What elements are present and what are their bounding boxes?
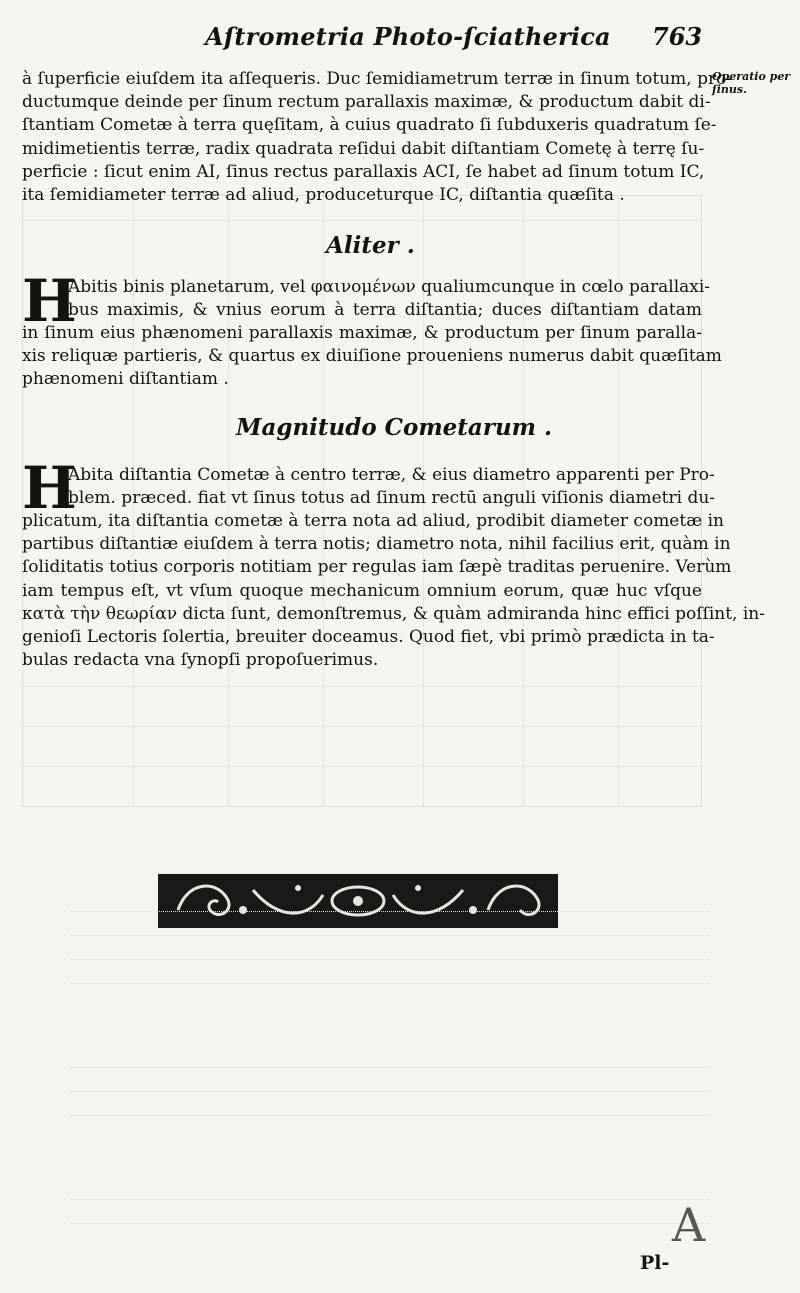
page-number: 763 [652, 22, 703, 51]
paragraph-magnitudo-continued [22, 510, 765, 672]
text-line: plicatum, ita diſtantia cometæ à terra nota ad aliud, prodibit diameter cometæ in [22, 511, 724, 531]
text-line: genioſi Lectoris ſolertia, breuiter doceamus. Quod fiet, vbi primò prædicta in ta- [22, 627, 715, 648]
heading-aliter: Aliter . [326, 232, 415, 259]
marginal-note: Operatio per ſinus. [712, 70, 791, 96]
paragraph-aliter-continued [22, 322, 722, 392]
text-line: bus maximis, & vnius eorum à terra diſtantia; duces diſtantiam datam [68, 300, 702, 321]
text-line: Abita diſtantia Cometæ à centro terræ, & eius diametro apparenti per Pro- [68, 465, 715, 485]
bleed-through-capital: A [672, 1198, 706, 1252]
text-line: bulas redacta vna ſynopſi propoſuerimus. [22, 650, 379, 671]
text-line: ita ſemidiameter terræ ad aliud, produceturque IC, diſtantia quæſita . [22, 185, 625, 206]
text-line: ductumque deinde per ſinum rectum parallaxis maximæ, & productum dabit di- [22, 92, 711, 113]
text-line: à ſuperficie eiuſdem ita aſſequeris. Duc ſemidiametrum terræ in ſinum totum, pro- [22, 69, 733, 89]
running-head-title: Aſtrometria Photo-ſciatherica [205, 22, 611, 51]
text-line: xis reliquæ partieris, & quartus ex diuiſione proueniens numerus dabit quæſitam [22, 346, 722, 367]
paragraph-magnitudo [68, 464, 716, 510]
text-line: iam tempus eſt, vt vſum quoque mechanicum omnium eorum, quæ huc vſque [22, 580, 702, 601]
heading-magnitudo-cometarum: Magnitudo Cometarum . [236, 414, 553, 441]
paragraph-operatio [22, 68, 733, 207]
text-line: blem. præced. fiat vt ſinus totus ad ſinum rectū anguli viſionis diametri du- [68, 488, 716, 509]
text-line: partibus diſtantiæ eiuſdem à terra notis; diametro nota, nihil facilius erit, quàm in [22, 534, 731, 555]
text-line: phænomeni diſtantiam . [22, 369, 229, 390]
drop-cap: H [22, 267, 77, 335]
text-line: Abitis binis planetarum, vel φαινομένων qualiumcunque in cœlo parallaxi- [68, 277, 711, 297]
text-line: in ſinum eius phænomeni parallaxis maximæ, & productum per ſinum paralla- [22, 323, 702, 343]
bleed-through-text [70, 888, 710, 1224]
text-line: midimetientis terræ, radix quadrata reſidui dabit diſtantiam Cometę à terrę ſu- [22, 138, 705, 159]
text-line: κατὰ τὴν θεωρίαν dicta ſunt, demonſtremus, & quàm admiranda hinc effici poſſint, in- [22, 603, 765, 624]
drop-cap: H [22, 454, 77, 522]
text-line: ſtantiam Cometæ à terra quęſitam, à cuius quadrato ſi ſubduxeris quadratum ſe- [22, 115, 717, 136]
paragraph-aliter [68, 276, 711, 322]
text-line: ſoliditatis totius corporis notitiam per regulas iam ſæpè traditas peruenire. Verùm [22, 557, 732, 578]
text-line: perficie : ſicut enim AI, ſinus rectus parallaxis ACI, ſe habet ad ſinum totum IC, [22, 161, 705, 182]
signature-mark: Pl- [640, 1252, 670, 1274]
